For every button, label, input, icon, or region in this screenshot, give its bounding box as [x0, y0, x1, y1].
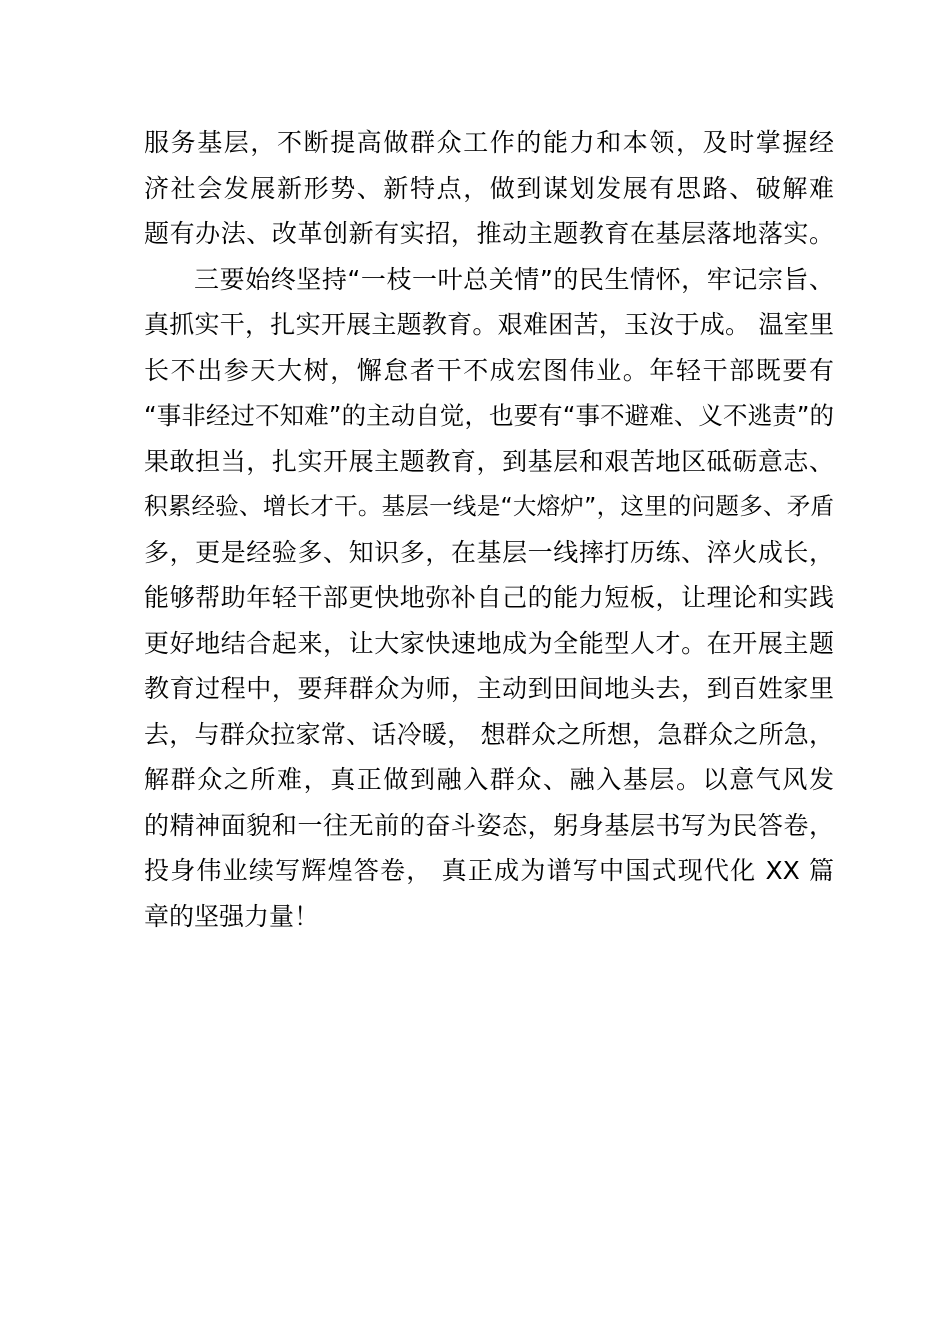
text-line: 更好地结合起来，让大家快速地成为全能型人才。在开展主题 — [144, 628, 834, 658]
text-line: 投身伟业续写辉煌答卷， 真正成为谱写中国式现代化 XX 篇 — [144, 856, 834, 885]
text-line: 济社会发展新形势、新特点，做到谋划发展有思路、破解难 — [144, 173, 834, 203]
text-line: 果敢担当，扎实开展主题教育，到基层和艰苦地区砥砺意志、 — [144, 446, 834, 476]
paragraph-first-line: 三要始终坚持“一枝一叶总关情”的民生情怀，牢记宗旨、 — [194, 264, 834, 294]
text-line: “事非经过不知难”的主动自觉，也要有“事不避难、义不逃责”的 — [144, 401, 834, 430]
last-line: 章的坚强力量！ — [144, 901, 320, 931]
text-line: 教育过程中，要拜群众为师，主动到田间地头去，到百姓家里 — [144, 674, 834, 703]
text-line: 服务基层，不断提高做群众工作的能力和本领，及时掌握经 — [144, 128, 834, 157]
text-line: 真抓实干，扎实开展主题教育。艰难困苦，玉汝于成。 温室里 — [144, 310, 834, 339]
text-line: 多，更是经验多、知识多，在基层一线摔打历练、淬火成长， — [144, 537, 834, 567]
text-line: 长不出参天大树，懈怠者干不成宏图伟业。年轻干部既要有 — [144, 355, 834, 385]
body-text — [144, 120, 834, 939]
text-line: 的精神面貌和一往无前的奋斗姿态，躬身基层书写为民答卷， — [144, 810, 834, 840]
text-line: 能够帮助年轻干部更快地弥补自己的能力短板，让理论和实践 — [144, 583, 834, 612]
text-line: 去，与群众拉家常、话冷暖， 想群众之所想，急群众之所急， — [144, 719, 834, 749]
text-line: 解群众之所难，真正做到融入群众、融入基层。以意气风发 — [144, 765, 834, 794]
text-line: 积累经验、增长才干。基层一线是“大熔炉”，这里的问题多、矛盾 — [144, 492, 834, 520]
text-line: 题有办法、改革创新有实招，推动主题教育在基层落地落实。 — [144, 219, 834, 248]
